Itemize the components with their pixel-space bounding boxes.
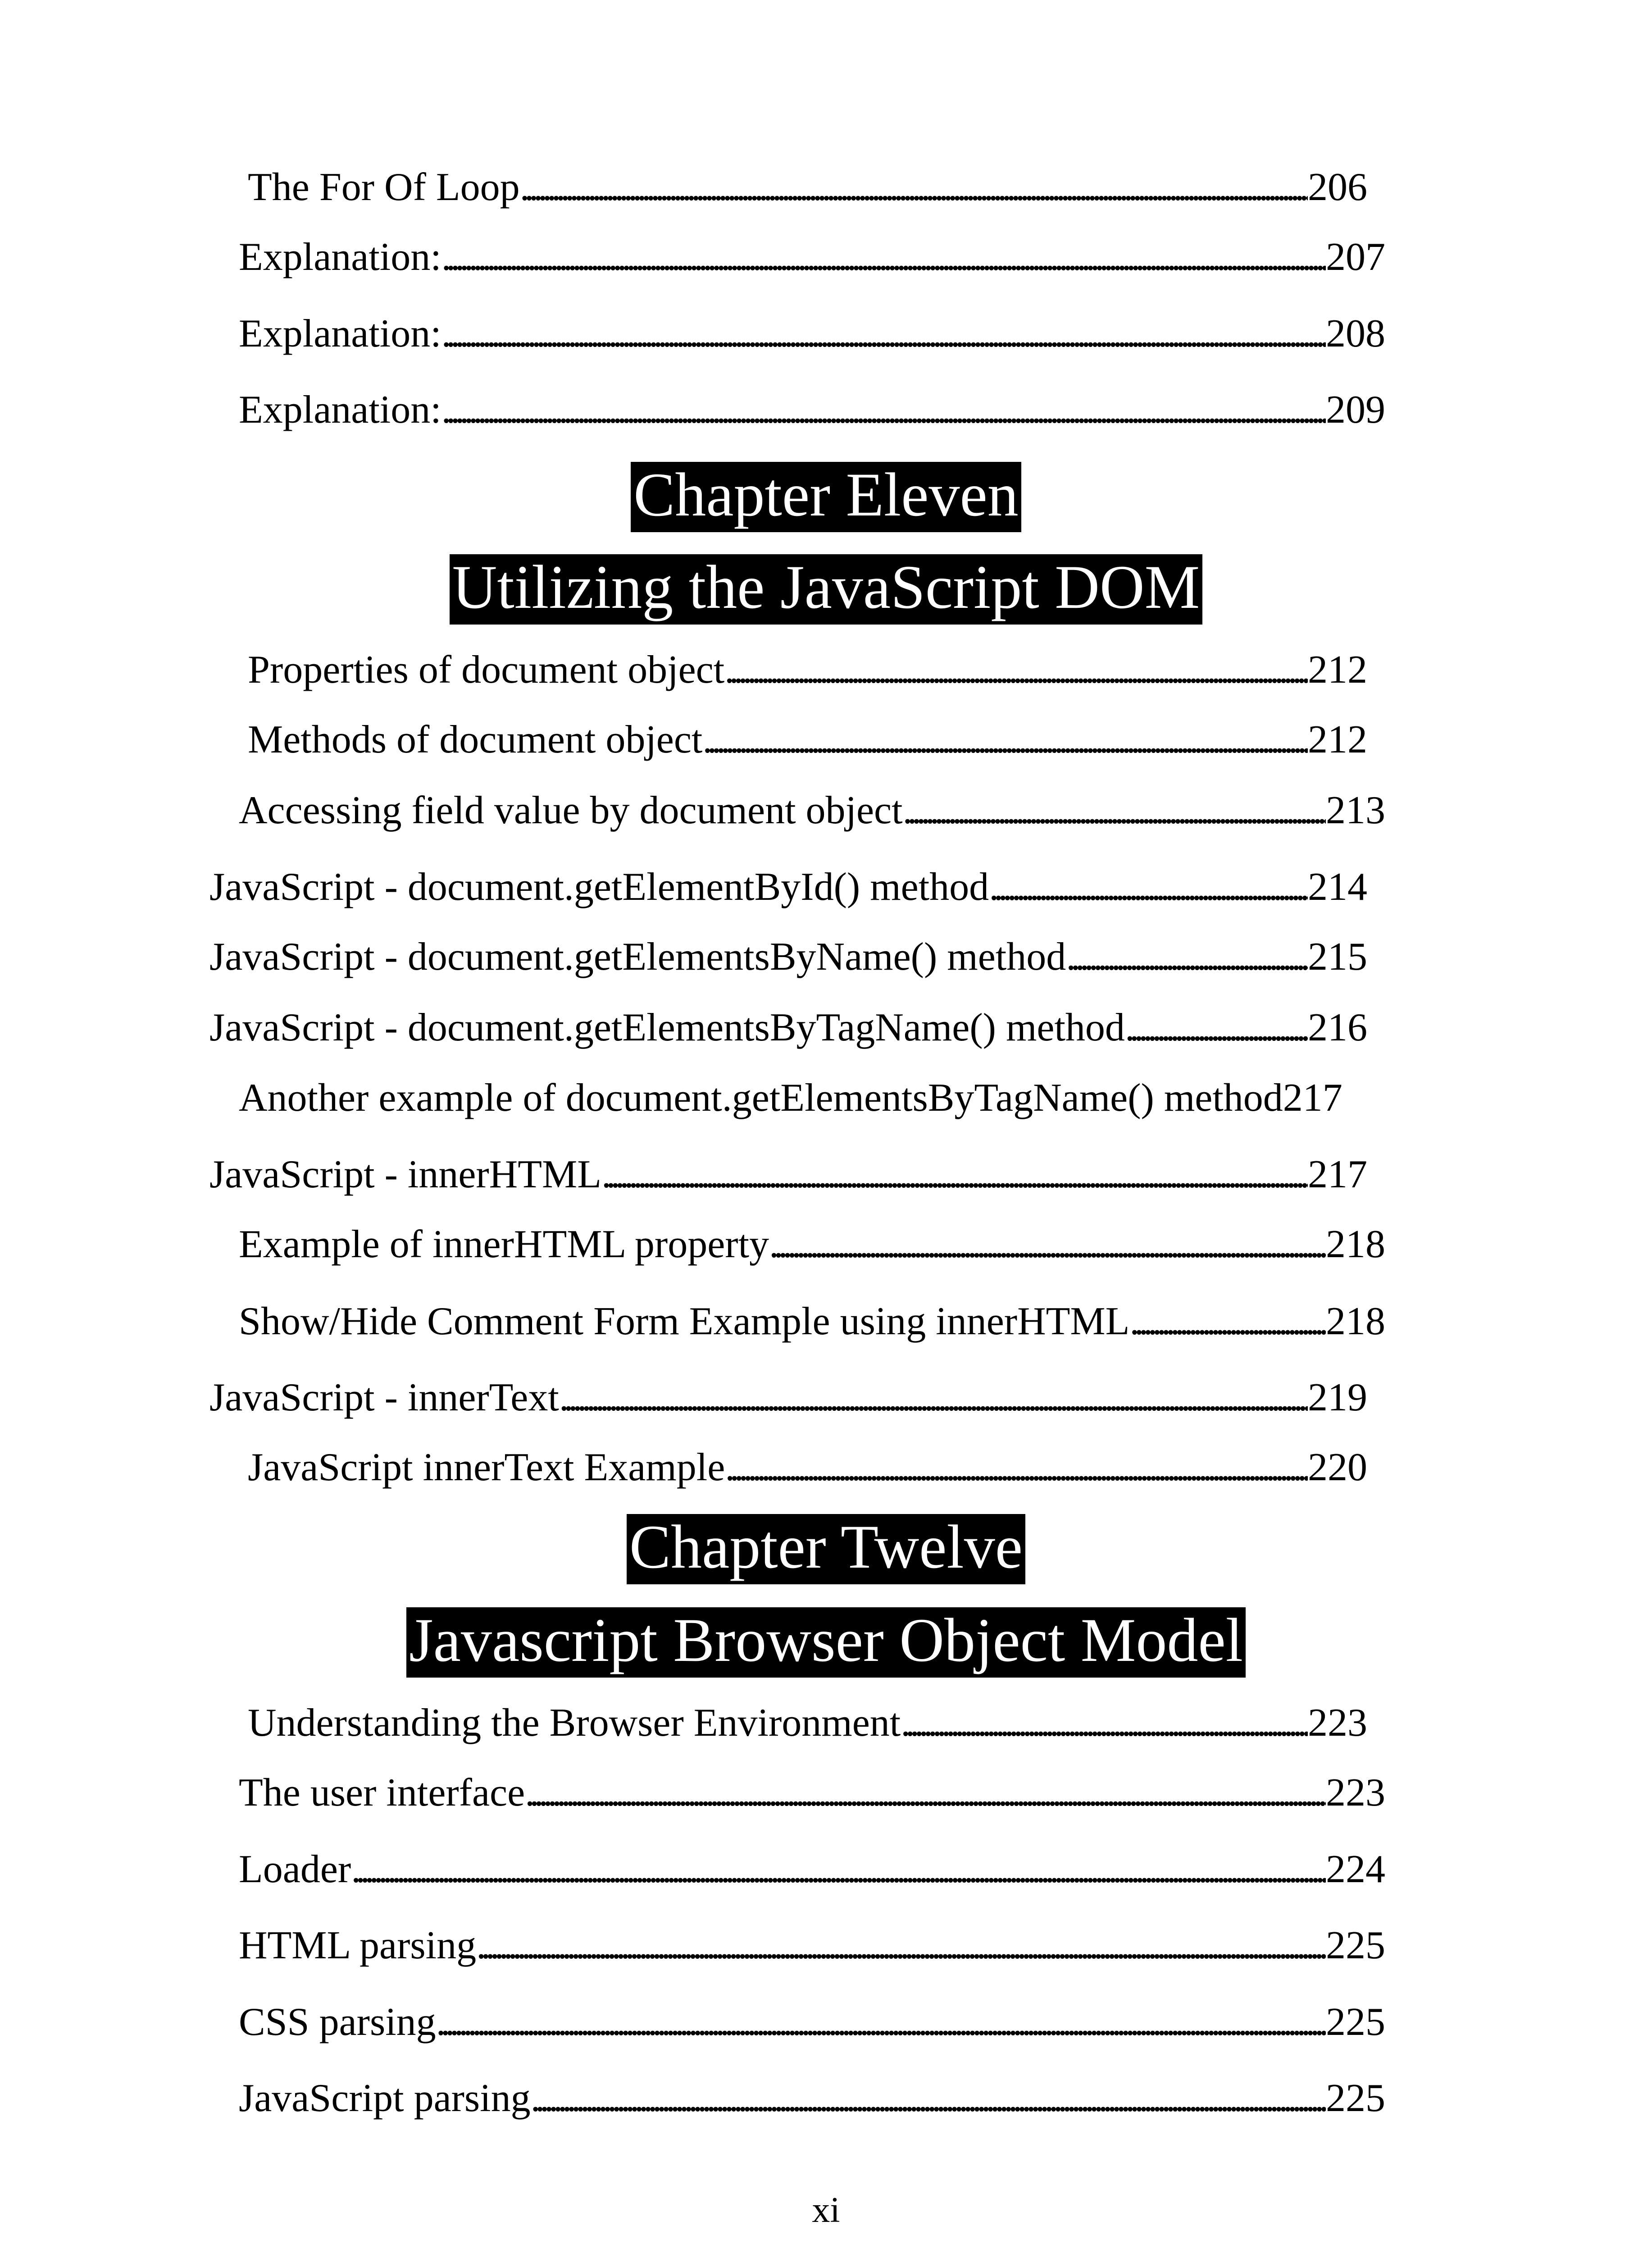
toc-entry[interactable] [248,165,1367,209]
dot-leader [702,720,1308,760]
toc-entry-page: 224 [1326,1847,1385,1891]
dot-leader [724,650,1308,690]
toc-entry[interactable] [209,937,1367,977]
dot-leader [1066,937,1308,977]
toc-entry-page: 207 [1326,235,1385,279]
chapter-number: Chapter Eleven [631,462,1021,532]
toc-entry-page: 214 [1308,865,1367,909]
toc-entry-label: CSS parsing [239,2000,436,2044]
toc-entry-page: 208 [1326,312,1385,356]
toc-entry[interactable] [248,1448,1367,1487]
dot-leader [769,1225,1326,1264]
toc-entry[interactable] [209,1378,1367,1418]
toc-entry[interactable] [248,650,1367,690]
toc-entry-page: 212 [1308,718,1367,762]
toc-entry-page: 217 [1308,1153,1367,1196]
toc-entry-label: Explanation: [239,235,441,279]
toc-entry[interactable] [239,1773,1385,1813]
dot-leader [725,1448,1308,1487]
toc-entry[interactable] [239,390,1385,430]
toc-entry-label: Properties of document object [248,648,725,692]
toc-entry[interactable] [239,237,1385,277]
toc-entry-label: Loader [239,1847,351,1891]
toc-entry-label: Another example of document.getElementsByTagName() method [239,1076,1283,1120]
dot-leader [1129,1302,1326,1341]
toc-entry-label: JavaScript parsing [239,2076,531,2120]
toc-entry-label: JavaScript - document.getElementsByTagName() method [209,1006,1125,1049]
toc-entry-label: HTML parsing [239,1924,477,1967]
dot-leader [989,867,1308,907]
chapter-title: Utilizing the JavaScript DOM [450,554,1203,625]
dot-leader [901,1703,1308,1743]
toc-entry[interactable] [248,720,1367,760]
dot-leader [903,791,1326,830]
toc-entry-label: Methods of document object [248,718,703,762]
dot-leader [601,1155,1308,1195]
toc-entry-label: JavaScript innerText Example [248,1446,725,1489]
dot-leader [1125,1008,1308,1048]
toc-entry[interactable] [209,1155,1367,1195]
chapter-title-heading [0,554,1652,625]
toc-entry-page: 217 [1283,1076,1343,1120]
toc-entry-page: 223 [1326,1771,1385,1815]
toc-entry-label: Accessing field value by document object [239,789,903,832]
dot-leader [441,390,1326,430]
toc-entry-page: 225 [1326,1924,1385,1967]
toc-entry-label: Explanation: [239,312,441,356]
chapter-number: Chapter Twelve [627,1514,1025,1584]
chapter-title: Javascript Browser Object Model [406,1607,1246,1678]
dot-leader [436,2002,1326,2042]
toc-entry-page: 219 [1308,1376,1367,1419]
toc-entry[interactable] [239,2076,1385,2120]
toc-entry-page: 206 [1308,165,1367,209]
dot-leader [476,1926,1326,1966]
chapter-number-heading [0,1514,1652,1584]
toc-entry-label: The user interface [239,1771,525,1815]
page-number: xi [812,2190,840,2230]
toc-entry-page: 225 [1326,2000,1385,2044]
dot-leader [441,237,1326,277]
dot-leader [531,2079,1326,2118]
dot-leader [525,1773,1326,1813]
toc-entry[interactable] [248,1703,1367,1743]
toc-entry-page: 223 [1308,1701,1367,1745]
toc-entry-page: 218 [1326,1222,1385,1266]
toc-entry-label: Understanding the Browser Environment [248,1701,901,1745]
toc-entry-label: JavaScript - innerHTML [209,1153,601,1196]
toc-entry[interactable] [239,1926,1385,1966]
toc-entry[interactable] [239,1847,1385,1891]
toc-entry[interactable] [239,1078,1406,1118]
toc-entry-label: JavaScript - document.getElementsByName() method [209,935,1066,979]
toc-entry[interactable] [239,1302,1385,1341]
toc-entry-page: 216 [1308,1006,1367,1049]
toc-entry[interactable] [239,314,1385,354]
toc-entry[interactable] [239,791,1385,830]
toc-entry-label: The For Of Loop [248,165,520,209]
dot-leader [520,168,1308,207]
toc-entry-page: 212 [1308,648,1367,692]
toc-entry-label: JavaScript - document.getElementById() method [209,865,989,909]
toc-entry-label: Explanation: [239,388,441,432]
chapter-title-heading [0,1607,1652,1678]
toc-entry[interactable] [209,1008,1367,1048]
toc-entry-page: 218 [1326,1300,1385,1343]
toc-entry-page: 209 [1326,388,1385,432]
toc-entry-label: JavaScript - innerText [209,1376,559,1419]
toc-entry-page: 225 [1326,2076,1385,2120]
toc-entry[interactable] [239,2002,1385,2042]
dot-leader [351,1850,1326,1889]
toc-entry-page: 213 [1326,789,1385,832]
toc-entry[interactable] [239,1222,1385,1266]
toc-entry[interactable] [209,867,1367,907]
dot-leader [559,1378,1308,1418]
chapter-number-heading [0,462,1652,532]
toc-entry-page: 215 [1308,935,1367,979]
toc-entry-page: 220 [1308,1446,1367,1489]
dot-leader [441,314,1326,354]
toc-entry-label: Show/Hide Comment Form Example using innerHTML [239,1300,1130,1343]
toc-entry-label: Example of innerHTML property [239,1222,769,1266]
